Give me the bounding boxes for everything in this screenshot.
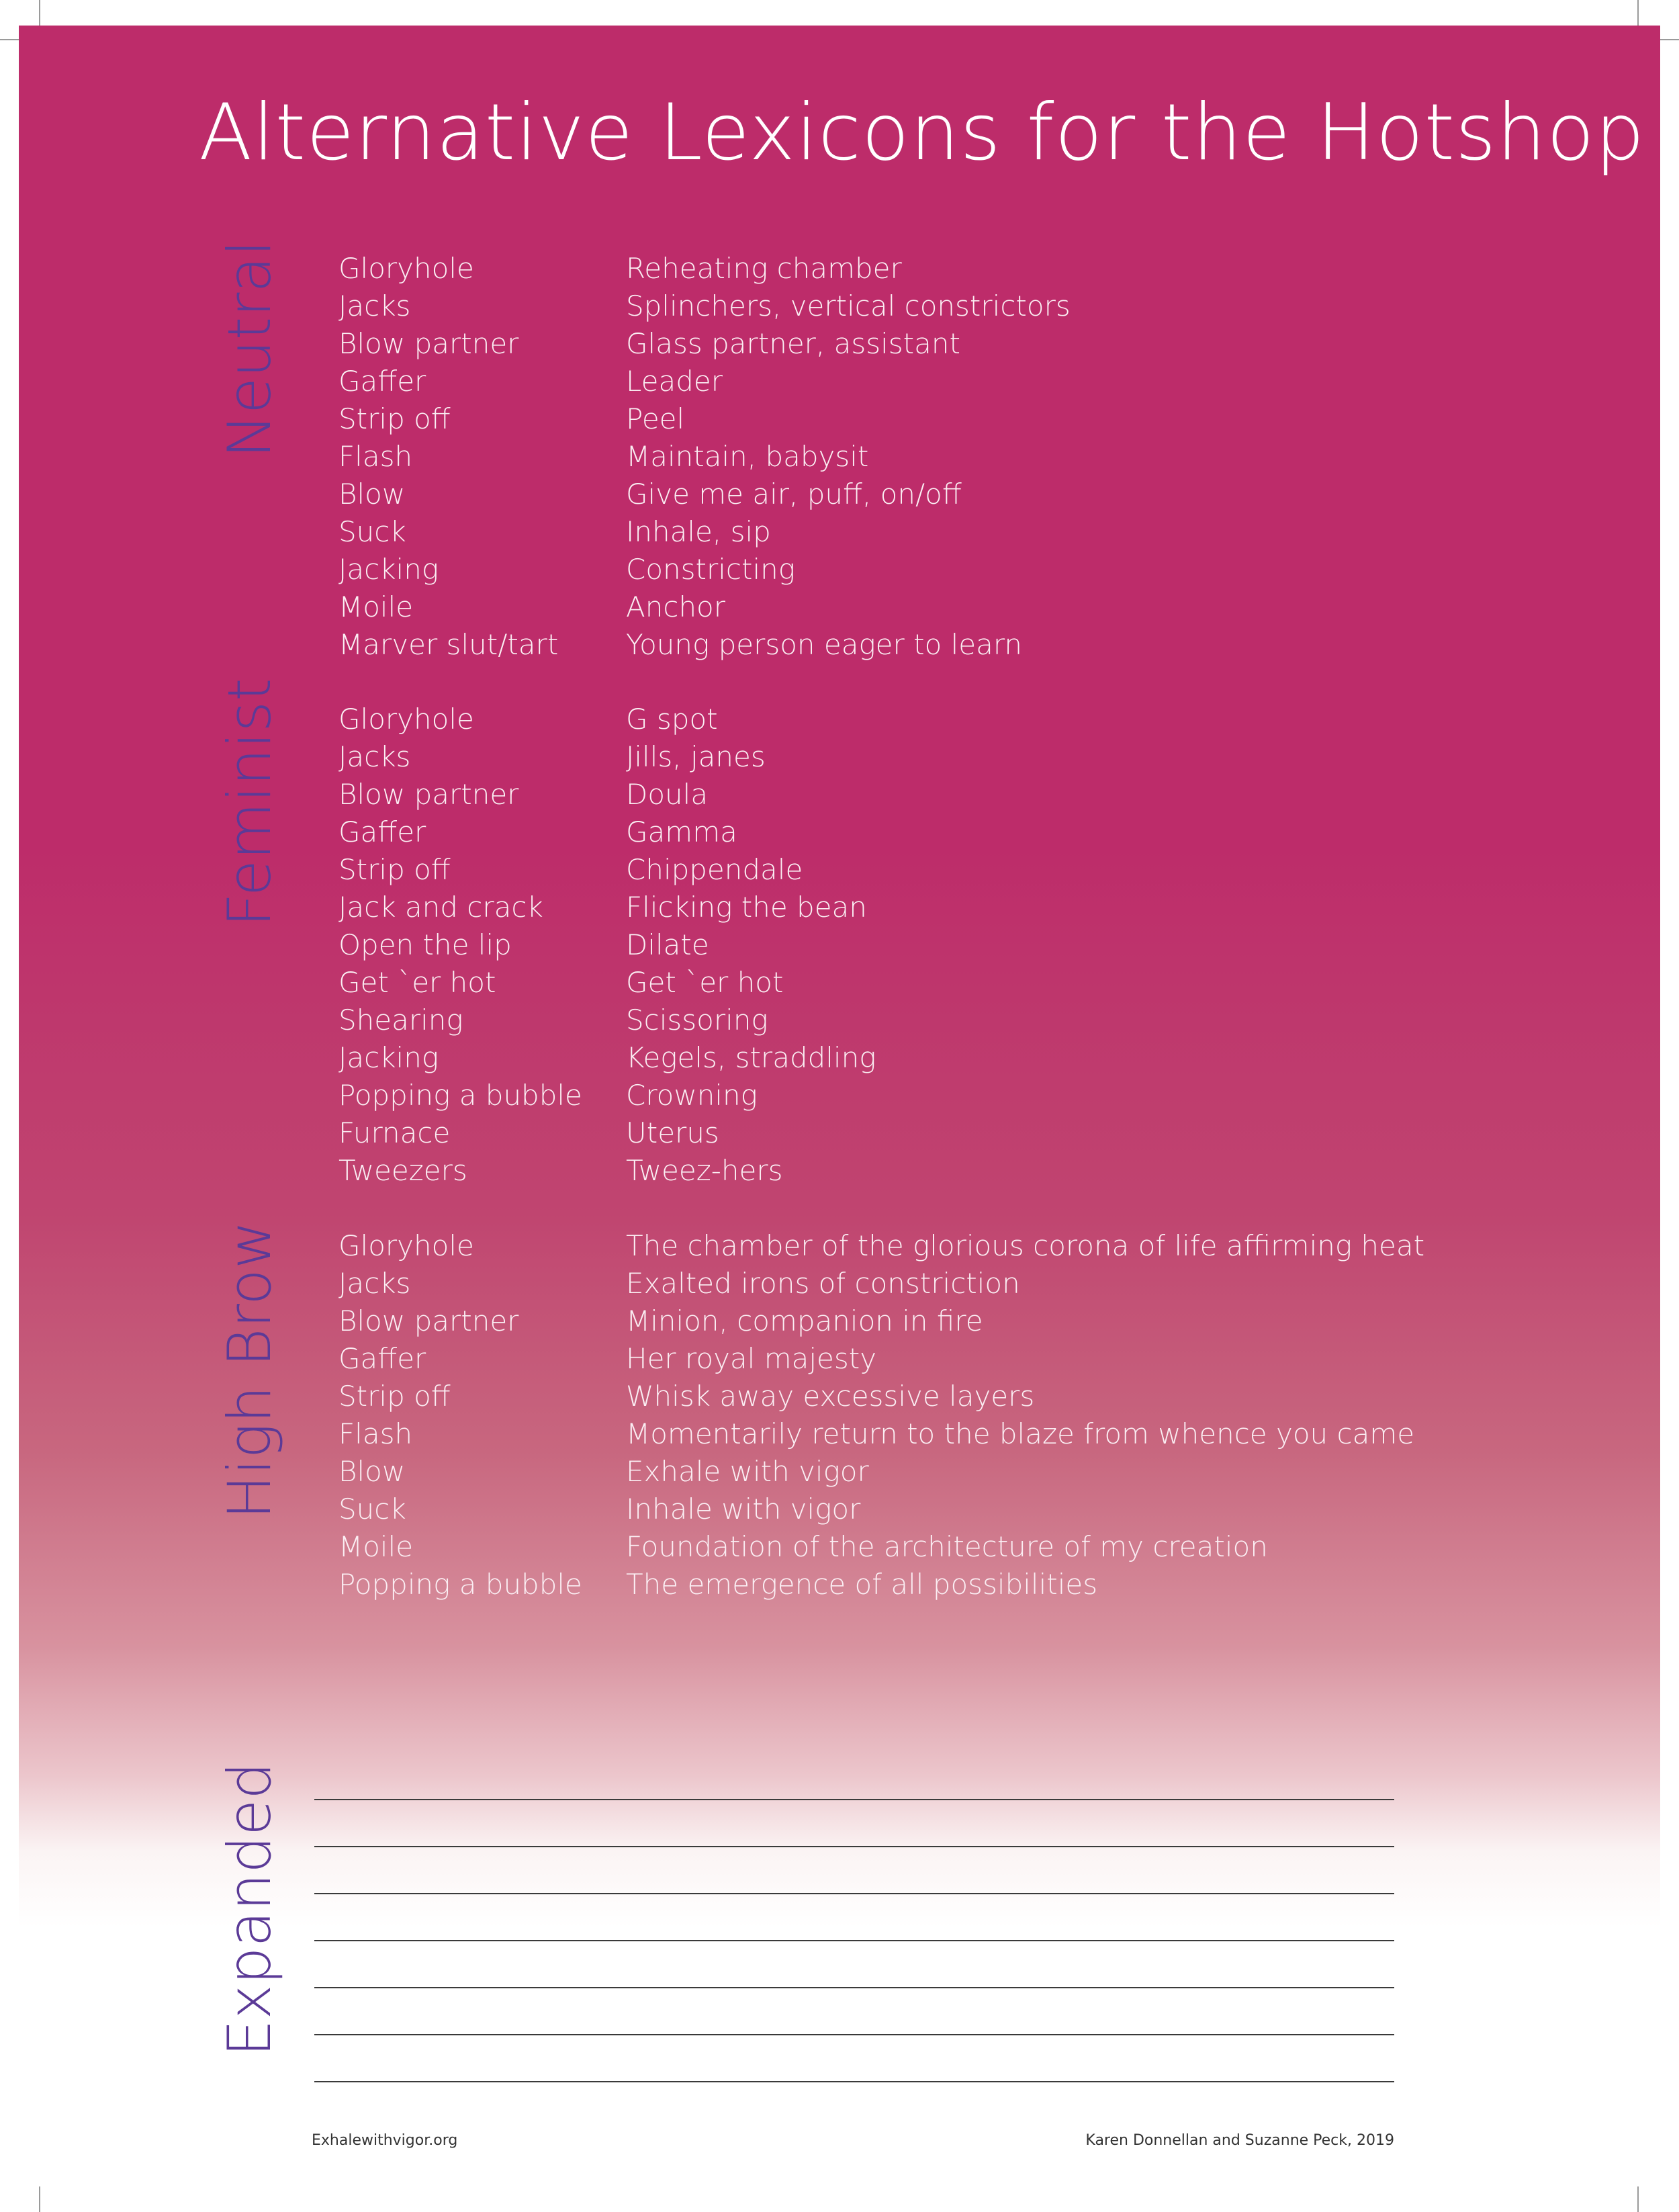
alternative-term: Exhale with vigor [626, 1455, 869, 1488]
term: Popping a bubble [338, 1079, 582, 1112]
term: Blow partner [338, 1304, 519, 1337]
alternative-term: Flicking the bean [626, 891, 867, 924]
crop-mark [1637, 2182, 1639, 2212]
section-label-neutral: Neutral [215, 240, 284, 458]
section-label-highbrow: High Brow [215, 1221, 284, 1519]
term: Strip off [338, 1380, 451, 1413]
term: Suck [338, 1493, 406, 1525]
term: Strip off [338, 402, 451, 435]
term: Jacks [338, 290, 411, 322]
alternative-term: Uterus [626, 1116, 719, 1149]
term: Jacking [338, 1041, 439, 1074]
alternative-term: Kegels, straddling [626, 1041, 876, 1074]
term: Furnace [338, 1116, 451, 1149]
blank-writing-line [314, 1988, 1394, 2035]
term: Flash [338, 440, 413, 473]
alternative-term: The emergence of all possibilities [626, 1568, 1098, 1601]
term: Blow [338, 1455, 406, 1488]
term: Blow partner [338, 327, 519, 360]
alternative-term: Inhale, sip [626, 515, 771, 548]
term: Gaffer [338, 815, 426, 848]
alternative-term: Gamma [626, 815, 737, 848]
alternative-term: Splinchers, vertical constrictors [626, 290, 1071, 322]
alternative-term: Anchor [626, 590, 726, 623]
term: Gaffer [338, 1342, 426, 1375]
term: Blow partner [338, 778, 519, 811]
term: Gloryhole [338, 1229, 474, 1262]
term: Gloryhole [338, 252, 474, 285]
alternative-term: Reheating chamber [626, 252, 902, 285]
term: Marver slut/tart [338, 628, 559, 661]
alternative-term: Momentarily return to the blaze from whence you came [626, 1417, 1415, 1450]
section-label-feminist: Feminist [215, 678, 284, 927]
alternative-term: Whisk away excessive layers [626, 1380, 1035, 1413]
alternative-term: Constricting [626, 553, 795, 586]
term: Open the lip [338, 928, 512, 961]
blank-writing-line [314, 1894, 1394, 1941]
alternative-term: Peel [626, 402, 685, 435]
alternative-term: G spot [626, 703, 718, 736]
blank-writing-line [314, 1800, 1394, 1847]
term: Moile [338, 1530, 414, 1563]
alternative-term: Inhale with vigor [626, 1493, 861, 1525]
alternative-term: Leader [626, 365, 723, 398]
term: Jack and crack [338, 891, 543, 924]
blank-writing-line [314, 1847, 1394, 1894]
alternative-term: Maintain, babysit [626, 440, 869, 473]
section-label-expanded: Expanded [215, 1761, 284, 2057]
alternative-term: Chippendale [626, 853, 803, 886]
term: Jacking [338, 553, 439, 586]
alternative-term: Get `er hot [626, 966, 784, 999]
alternative-term: Doula [626, 778, 709, 811]
blank-writing-line [314, 1753, 1394, 1800]
alternative-term: Glass partner, assistant [626, 327, 960, 360]
alternative-term: Crowning [626, 1079, 758, 1112]
alternative-term: Foundation of the architecture of my creation [626, 1530, 1268, 1563]
poster-title: Alternative Lexicons for the Hotshop [199, 87, 1645, 178]
term: Gloryhole [338, 703, 474, 736]
footer-credit: Karen Donnellan and Suzanne Peck, 2019 [1085, 2132, 1394, 2149]
blank-writing-line [314, 2035, 1394, 2082]
term: Tweezers [338, 1154, 467, 1187]
alternative-term: Tweez-hers [626, 1154, 783, 1187]
alternative-term: Young person eager to learn [626, 628, 1023, 661]
term: Suck [338, 515, 406, 548]
term: Get `er hot [338, 966, 496, 999]
term: Moile [338, 590, 414, 623]
expanded-writing-lines [314, 1753, 1394, 2082]
alternative-term: Dilate [626, 928, 709, 961]
term: Jacks [338, 740, 411, 773]
term: Blow [338, 478, 406, 511]
alternative-term: Exalted irons of constriction [626, 1267, 1020, 1300]
blank-writing-line [314, 1941, 1394, 1988]
footer-website: Exhalewithvigor.org [312, 2132, 458, 2149]
term: Gaffer [338, 365, 426, 398]
alternative-term: Minion, companion in fire [626, 1304, 983, 1337]
crop-mark [39, 2182, 40, 2212]
alternative-term: The chamber of the glorious corona of life affirming heat [626, 1229, 1425, 1262]
term: Popping a bubble [338, 1568, 582, 1601]
term: Shearing [338, 1004, 463, 1036]
term: Jacks [338, 1267, 411, 1300]
alternative-term: Her royal majesty [626, 1342, 877, 1375]
term: Flash [338, 1417, 413, 1450]
alternative-term: Scissoring [626, 1004, 768, 1036]
term: Strip off [338, 853, 451, 886]
alternative-term: Give me air, puff, on/off [626, 478, 962, 511]
alternative-term: Jills, janes [626, 740, 766, 773]
